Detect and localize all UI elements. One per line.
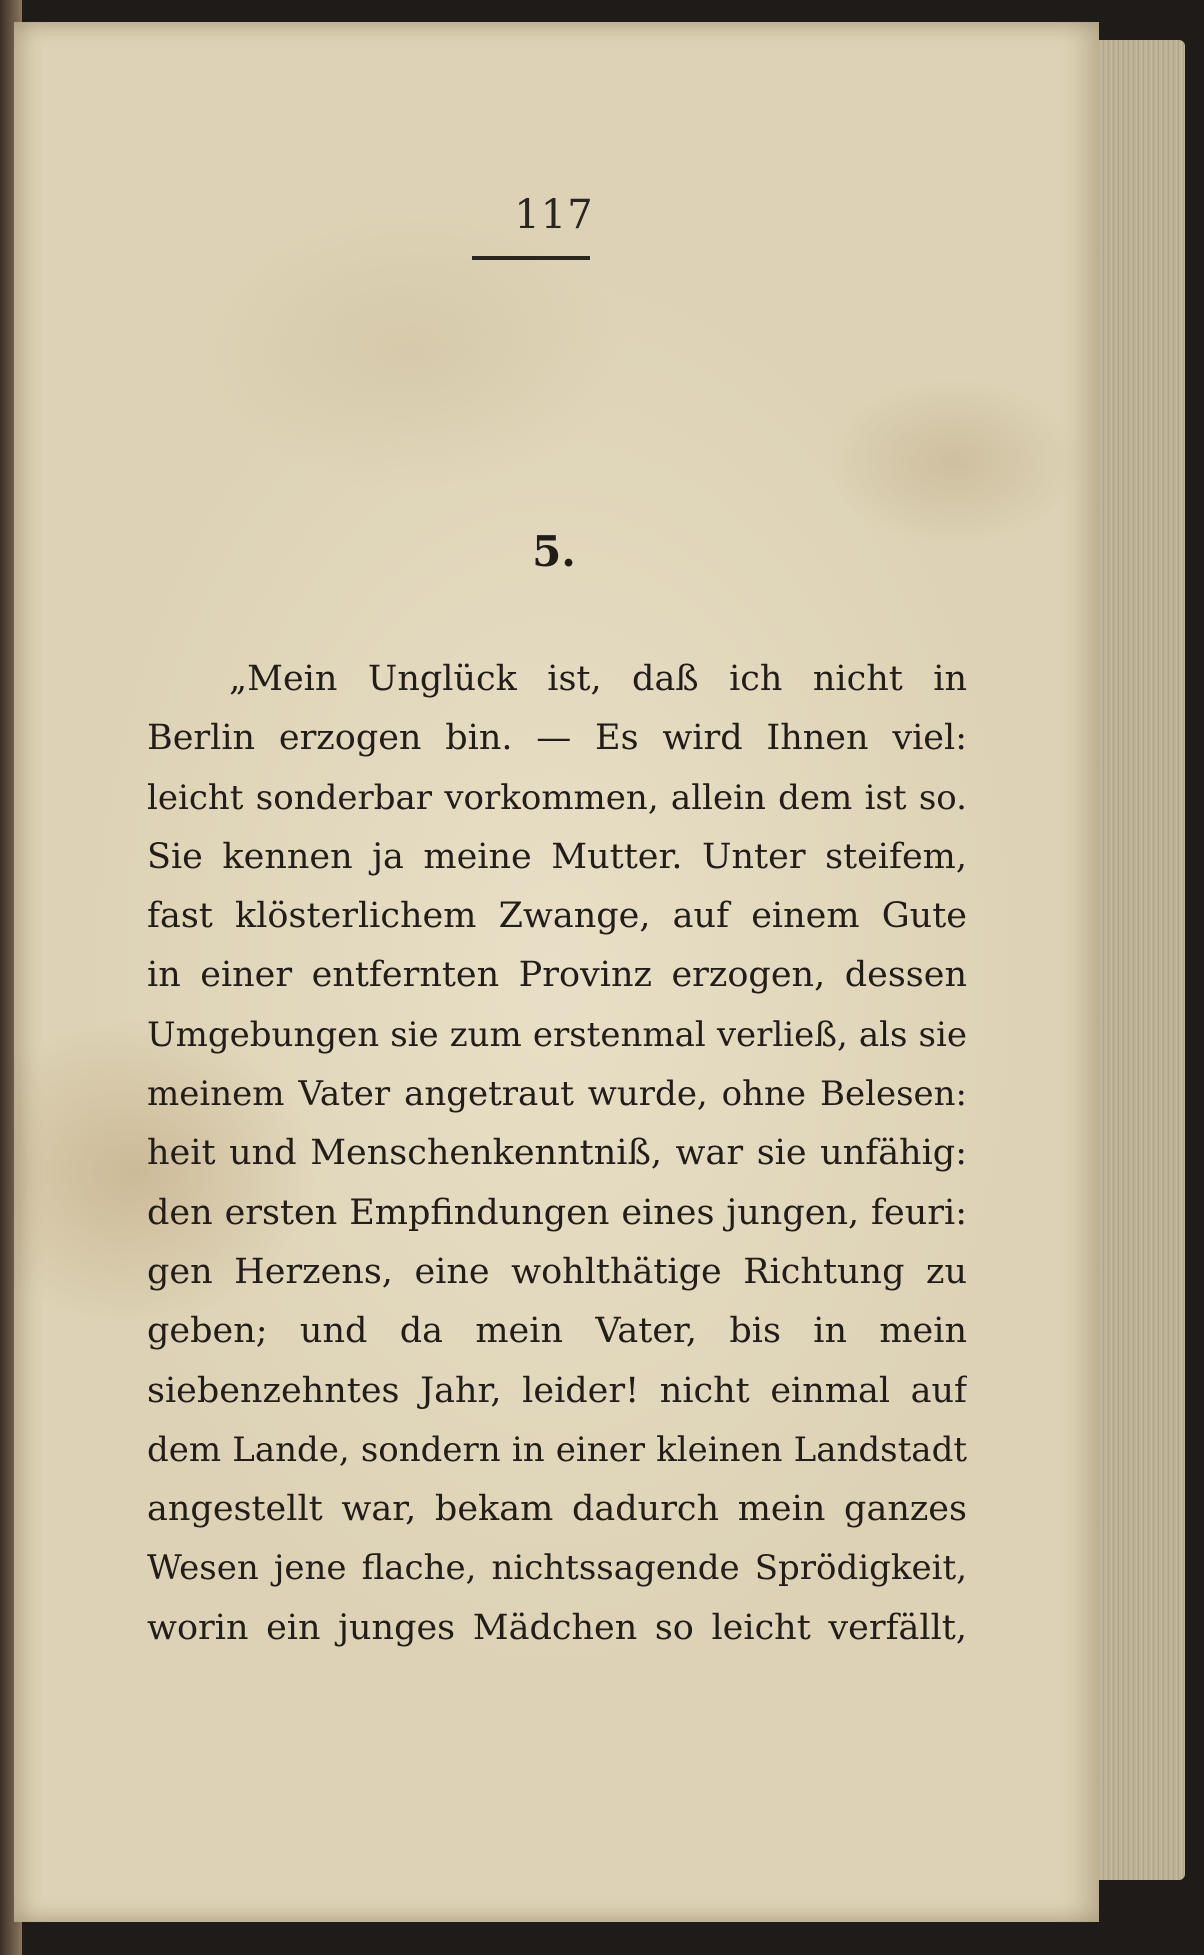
text-line: geben; und da mein Vater, bis in mein [147,1311,967,1352]
page-edges [1085,40,1185,1880]
text-line: „Mein Unglück ist, daß ich nicht in [229,659,967,699]
body-text [147,650,967,1658]
page-number: 117 [514,192,594,238]
text-line: leicht sonderbar vorkommen, allein dem ist so. [147,777,967,818]
text-line: gen Herzens, eine wohlthätige Richtung zu [147,1251,967,1292]
section-number: 5. [532,527,576,576]
text-line: meinem Vater angetraut wurde, ohne Belesen: [147,1074,967,1115]
header-rule [472,256,590,260]
text-line: in einer entfernten Provinz erzogen, dessen [147,955,967,996]
text-line: Umgebungen sie zum erstenmal verließ, als sie [147,1014,967,1055]
text-line: fast klösterlichem Zwange, auf einem Gute [147,896,967,937]
text-line: heit und Menschenkenntniß, war sie unfähig: [147,1133,967,1174]
page-sheet [14,22,1099,1922]
text-line: siebenzehntes Jahr, leider! nicht einmal auf [147,1370,967,1411]
text-line: angestellt war, bekam dadurch mein ganzes [147,1489,967,1530]
text-line: Sie kennen ja meine Mutter. Unter steifem, [147,836,967,877]
text-line: den ersten Empfindungen eines jungen, feuri: [147,1192,967,1233]
text-line: dem Lande, sondern in einer kleinen Landstadt [147,1429,967,1470]
text-line: Wesen jene flache, nichtssagende Sprödigkeit, [147,1548,967,1589]
text-line: worin ein junges Mädchen so leicht verfällt, [147,1607,967,1648]
text-line: Berlin erzogen bin. — Es wird Ihnen viel: [147,718,967,759]
